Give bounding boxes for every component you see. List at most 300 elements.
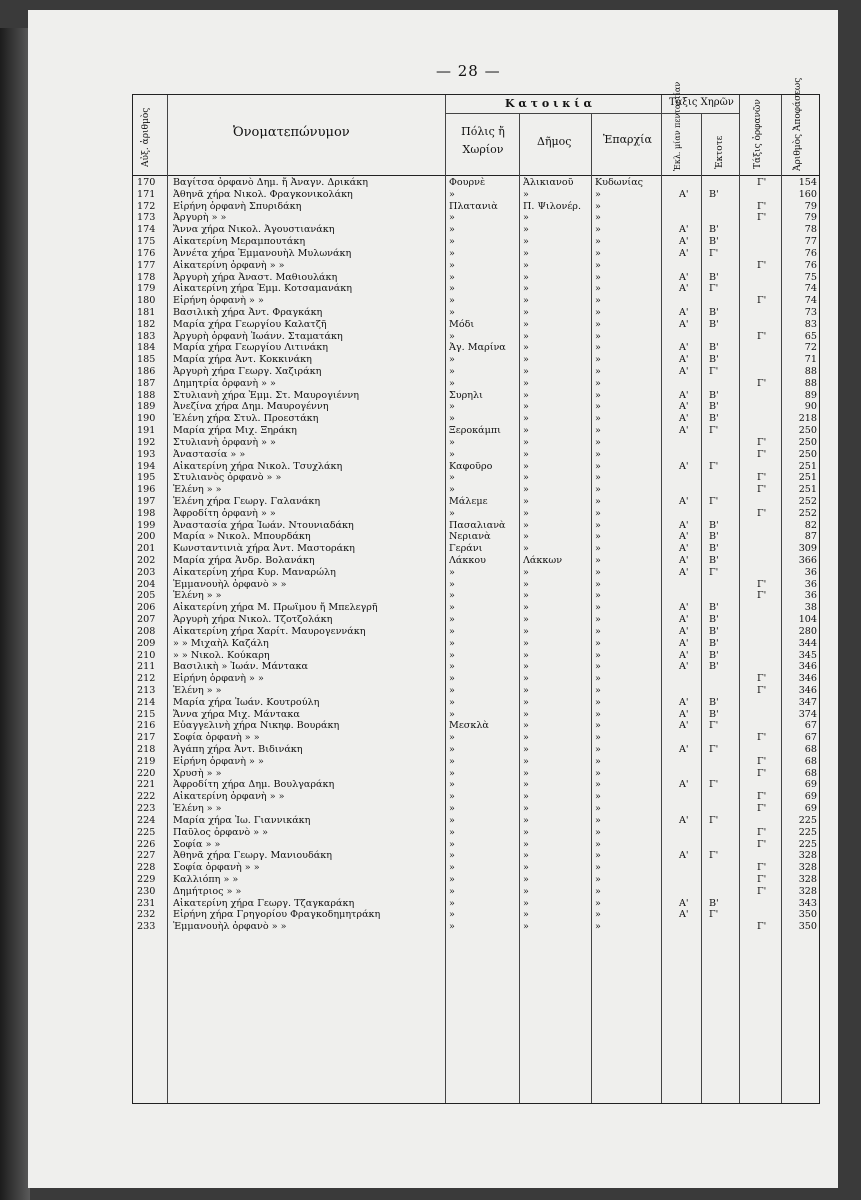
cell-ar: 347 <box>798 696 817 708</box>
cell-city: » <box>449 897 455 909</box>
table-row <box>133 331 819 343</box>
cell-ekt: Γ' <box>709 744 719 755</box>
cell-ep: » <box>595 318 601 330</box>
cell-ar: 251 <box>798 472 817 484</box>
cell-ekt: Γ' <box>709 247 719 259</box>
cell-ar: 77 <box>804 236 817 248</box>
cell-ekl: Α' <box>679 271 689 283</box>
cell-ep: Κυδωνίας <box>595 177 644 188</box>
cell-name: Μαρία » Νικολ. Μπουρδάκη <box>173 531 311 543</box>
cell-ep: » <box>595 507 601 519</box>
cell-city: » <box>449 306 455 318</box>
cell-ekt: Γ' <box>709 495 719 507</box>
header-dimos: Δῆμος <box>537 135 572 148</box>
cell-city: » <box>449 803 455 815</box>
cell-no: 192 <box>137 436 156 448</box>
cell-city: » <box>449 401 455 413</box>
cell-city: » <box>449 909 455 921</box>
cell-ekl: Α' <box>679 318 689 330</box>
table-row <box>133 567 819 579</box>
cell-ar: 250 <box>798 436 817 448</box>
cell-ar: 154 <box>798 177 817 188</box>
cell-city: » <box>449 484 455 496</box>
cell-ep: » <box>595 614 601 626</box>
table-row <box>133 236 819 248</box>
cell-ekl: Α' <box>679 637 689 649</box>
cell-name: Μαρία χήρα Ἰω. Γιαννικάκη <box>173 814 311 826</box>
cell-dimos: » <box>523 838 529 850</box>
cell-name: Ἑλένη » » <box>173 590 222 602</box>
cell-orf: Γ' <box>757 921 767 933</box>
cell-name: Αἰκατερίνη ὀρφανὴ » » <box>173 259 285 271</box>
cell-ar: 252 <box>798 495 817 507</box>
table-row <box>133 413 819 425</box>
cell-ar: 68 <box>804 767 817 779</box>
cell-ar: 87 <box>804 531 817 543</box>
cell-no: 217 <box>137 732 156 744</box>
cell-no: 191 <box>137 425 156 437</box>
cell-no: 201 <box>137 543 156 555</box>
cell-city: Μόδι <box>449 318 475 330</box>
cell-ar: 74 <box>804 283 817 295</box>
cell-ekt: Β' <box>709 413 719 425</box>
cell-dimos: » <box>523 696 529 708</box>
header-aux-arithmos: Αὐξ. ἀριθμὸς <box>141 107 151 167</box>
table-row <box>133 189 819 201</box>
cell-ekl: Α' <box>679 413 689 425</box>
cell-no: 221 <box>137 779 156 791</box>
table-row <box>133 224 819 236</box>
cell-ekl: Α' <box>679 744 689 755</box>
cell-dimos: » <box>523 578 529 590</box>
cell-ekl: Α' <box>679 850 689 862</box>
table-row <box>133 650 819 662</box>
cell-city: » <box>449 566 455 578</box>
cell-ar: 90 <box>804 401 817 413</box>
cell-no: 178 <box>137 271 156 283</box>
cell-dimos: » <box>523 366 529 377</box>
cell-no: 176 <box>137 247 156 259</box>
cell-city: » <box>449 885 455 897</box>
cell-dimos: » <box>523 448 529 460</box>
table-row <box>133 425 819 437</box>
cell-orf: Γ' <box>757 755 767 767</box>
cell-name: Εὐαγγελινὴ χήρα Νικηφ. Βουράκη <box>173 720 340 732</box>
cell-ekt: Β' <box>709 602 719 614</box>
table-row <box>133 472 819 484</box>
cell-ep: » <box>595 625 601 637</box>
cell-city: Συρηλι <box>449 389 483 401</box>
cell-ar: 38 <box>804 602 817 614</box>
cell-ep: » <box>595 696 601 708</box>
cell-no: 207 <box>137 614 156 626</box>
cell-name: Ἀφροδίτη ὀρφανὴ » » <box>173 507 276 519</box>
cell-ekt: Γ' <box>709 909 719 921</box>
table-row <box>133 886 819 898</box>
cell-ep: » <box>595 767 601 779</box>
cell-city: Ἀγ. Μαρίνα <box>449 342 506 354</box>
cell-ar: 69 <box>804 791 817 803</box>
table-row <box>133 803 819 815</box>
cell-dimos: » <box>523 354 529 366</box>
cell-name: Ἑλένη » » <box>173 684 222 696</box>
cell-city: » <box>449 744 455 755</box>
table-row <box>133 874 819 886</box>
cell-no: 200 <box>137 531 156 543</box>
cell-ep: » <box>595 566 601 578</box>
cell-city: Μάλεμε <box>449 495 488 507</box>
cell-dimos: » <box>523 247 529 259</box>
cell-name: Δημήτριος » » <box>173 885 242 897</box>
cell-name: Αἰκατερίνη ὀρφανὴ » » <box>173 791 285 803</box>
cell-city: » <box>449 779 455 791</box>
cell-dimos: » <box>523 212 529 224</box>
cell-ep: » <box>595 791 601 803</box>
cell-dimos: » <box>523 885 529 897</box>
cell-ekl: Α' <box>679 531 689 543</box>
cell-ekl: Α' <box>679 283 689 295</box>
cell-ar: 76 <box>804 247 817 259</box>
table-row <box>133 626 819 638</box>
table-row <box>133 390 819 402</box>
cell-ekt: Β' <box>709 614 719 626</box>
cell-city: » <box>449 696 455 708</box>
cell-ep: » <box>595 425 601 437</box>
cell-orf: Γ' <box>757 684 767 696</box>
cell-name: Μαρία χήρα Γεωργίου Καλατζῆ <box>173 318 327 330</box>
cell-dimos: » <box>523 377 529 389</box>
cell-ar: 250 <box>798 448 817 460</box>
cell-ar: 89 <box>804 389 817 401</box>
header-ekl: Ἐκλ. μίαν πενταετίαν <box>673 81 682 171</box>
table-row <box>133 366 819 378</box>
table-row <box>133 543 819 555</box>
cell-city: Γεράνι <box>449 543 483 555</box>
cell-ep: » <box>595 200 601 212</box>
cell-ar: 160 <box>798 188 817 200</box>
cell-ep: » <box>595 850 601 862</box>
cell-ekt: Β' <box>709 401 719 413</box>
cell-no: 208 <box>137 625 156 637</box>
cell-ar: 250 <box>798 425 817 437</box>
cell-ekt: Β' <box>709 519 719 531</box>
cell-ep: » <box>595 637 601 649</box>
cell-dimos: » <box>523 909 529 921</box>
cell-city: » <box>449 283 455 295</box>
cell-ekl: Α' <box>679 354 689 366</box>
cell-ekt: Β' <box>709 354 719 366</box>
cell-dimos: » <box>523 188 529 200</box>
cell-name: Εἰρήνη ὀρφανὴ » » <box>173 295 264 307</box>
table-row <box>133 295 819 307</box>
cell-city: » <box>449 295 455 307</box>
cell-orf: Γ' <box>757 259 767 271</box>
table-row <box>133 909 819 921</box>
header-eparchia: Ἐπαρχία <box>603 133 652 146</box>
cell-no: 226 <box>137 838 156 850</box>
cell-ep: » <box>595 212 601 224</box>
cell-name: Δημητρία ὀρφανὴ » » <box>173 377 276 389</box>
cell-ekt: Γ' <box>709 850 719 862</box>
table-row <box>133 283 819 295</box>
cell-dimos: » <box>523 283 529 295</box>
cell-ep: » <box>595 543 601 555</box>
cell-ep: » <box>595 484 601 496</box>
cell-dimos: » <box>523 803 529 815</box>
cell-city: » <box>449 767 455 779</box>
cell-no: 182 <box>137 318 156 330</box>
cell-city: » <box>449 684 455 696</box>
cell-dimos: » <box>523 897 529 909</box>
cell-dimos: » <box>523 484 529 496</box>
cell-city: » <box>449 188 455 200</box>
table-row <box>133 260 819 272</box>
cell-ar: 252 <box>798 507 817 519</box>
cell-name: Μαρία χήρα Ἰωάν. Κουτρούλη <box>173 696 320 708</box>
table-row <box>133 354 819 366</box>
cell-dimos: » <box>523 259 529 271</box>
cell-ep: » <box>595 590 601 602</box>
cell-ekt: Γ' <box>709 720 719 732</box>
cell-no: 187 <box>137 377 156 389</box>
cell-ar: 88 <box>804 377 817 389</box>
table-row <box>133 614 819 626</box>
table-row <box>133 921 819 933</box>
cell-ar: 328 <box>798 862 817 874</box>
cell-name: Κωνσταντινιὰ χήρα Ἀντ. Μαστοράκη <box>173 543 355 555</box>
table-row <box>133 709 819 721</box>
cell-ep: » <box>595 708 601 720</box>
cell-no: 193 <box>137 448 156 460</box>
cell-orf: Γ' <box>757 448 767 460</box>
table-row <box>133 461 819 473</box>
cell-city: » <box>449 673 455 685</box>
cell-ar: 374 <box>798 708 817 720</box>
header-ektote: Ἐκτοτε <box>715 135 725 169</box>
cell-dimos: Π. Ψιλονέρ. <box>523 200 581 212</box>
cell-ar: 346 <box>798 673 817 685</box>
cell-ar: 251 <box>798 460 817 472</box>
cell-dimos: » <box>523 673 529 685</box>
cell-ep: » <box>595 873 601 885</box>
cell-dimos: » <box>523 649 529 661</box>
cell-name: Σοφία ὀρφανὴ » » <box>173 732 260 744</box>
cell-no: 173 <box>137 212 156 224</box>
cell-ar: 69 <box>804 779 817 791</box>
cell-ep: » <box>595 803 601 815</box>
cell-no: 175 <box>137 236 156 248</box>
table-row <box>133 768 819 780</box>
cell-ar: 328 <box>798 850 817 862</box>
cell-name: Βασιλικὴ » Ἰωάν. Μάντακα <box>173 661 309 673</box>
table-row <box>133 378 819 390</box>
cell-name: Ἀργυρὴ χήρα Γεωργ. Χαζιράκη <box>173 366 322 377</box>
cell-city: » <box>449 578 455 590</box>
cell-name: Ἑλένη » » <box>173 803 222 815</box>
cell-orf: Γ' <box>757 873 767 885</box>
cell-dimos: » <box>523 684 529 696</box>
cell-no: 195 <box>137 472 156 484</box>
cell-ar: 350 <box>798 921 817 933</box>
cell-orf: Γ' <box>757 472 767 484</box>
cell-ep: » <box>595 283 601 295</box>
cell-ep: » <box>595 519 601 531</box>
cell-dimos: » <box>523 318 529 330</box>
cell-ekt: Β' <box>709 708 719 720</box>
cell-ekt: Β' <box>709 531 719 543</box>
cell-ar: 225 <box>798 838 817 850</box>
cell-ep: » <box>595 306 601 318</box>
cell-ekl: Α' <box>679 366 689 377</box>
cell-no: 220 <box>137 767 156 779</box>
cell-city: Ξεροκάμπι <box>449 425 501 437</box>
header-taxis-orfanon: Τάξις ὀρφανῶν <box>753 99 763 169</box>
cell-no: 198 <box>137 507 156 519</box>
cell-ar: 350 <box>798 909 817 921</box>
cell-name: Ἀγάπη χήρα Ἀντ. Βιδινάκη <box>173 744 303 755</box>
cell-no: 214 <box>137 696 156 708</box>
cell-orf: Γ' <box>757 826 767 838</box>
cell-orf: Γ' <box>757 767 767 779</box>
cell-dimos: » <box>523 850 529 862</box>
cell-name: Καλλιόπη » » <box>173 873 239 885</box>
cell-no: 215 <box>137 708 156 720</box>
cell-ekl: Α' <box>679 555 689 566</box>
page-number: — 28 — <box>436 62 501 80</box>
cell-ep: » <box>595 472 601 484</box>
cell-ekl: Α' <box>679 342 689 354</box>
cell-dimos: » <box>523 306 529 318</box>
cell-ekl: Α' <box>679 696 689 708</box>
cell-orf: Γ' <box>757 377 767 389</box>
table-row <box>133 850 819 862</box>
cell-city: Πασαλιανὰ <box>449 519 506 531</box>
cell-orf: Γ' <box>757 673 767 685</box>
cell-name: » » Νικολ. Κούκαρη <box>173 649 270 661</box>
cell-ep: » <box>595 460 601 472</box>
cell-city: » <box>449 791 455 803</box>
cell-ekl: Α' <box>679 306 689 318</box>
cell-city: » <box>449 602 455 614</box>
cell-dimos: » <box>523 708 529 720</box>
table-row <box>133 319 819 331</box>
cell-ep: » <box>595 401 601 413</box>
cell-ekl: Α' <box>679 814 689 826</box>
cell-city: Καφοῦρο <box>449 460 493 472</box>
cell-ekl: Α' <box>679 401 689 413</box>
cell-city: » <box>449 637 455 649</box>
table-row <box>133 732 819 744</box>
cell-ep: » <box>595 755 601 767</box>
cell-no: 218 <box>137 744 156 755</box>
cell-ekt: Β' <box>709 625 719 637</box>
cell-ar: 225 <box>798 826 817 838</box>
cell-city: » <box>449 212 455 224</box>
pension-table <box>132 77 820 1104</box>
cell-city: » <box>449 814 455 826</box>
cell-ekt: Β' <box>709 555 719 566</box>
table-row <box>133 484 819 496</box>
cell-ekl: Α' <box>679 188 689 200</box>
cell-ep: » <box>595 188 601 200</box>
cell-ar: 88 <box>804 366 817 377</box>
cell-ar: 65 <box>804 330 817 342</box>
cell-dimos: » <box>523 401 529 413</box>
cell-ep: » <box>595 602 601 614</box>
cell-orf: Γ' <box>757 295 767 307</box>
table-row <box>133 590 819 602</box>
cell-city: » <box>449 826 455 838</box>
cell-city: » <box>449 354 455 366</box>
cell-ep: » <box>595 814 601 826</box>
cell-ar: 73 <box>804 306 817 318</box>
table-row <box>133 685 819 697</box>
cell-ep: » <box>595 531 601 543</box>
table-row <box>133 307 819 319</box>
cell-dimos: » <box>523 755 529 767</box>
cell-ekl: Α' <box>679 779 689 791</box>
cell-dimos: » <box>523 236 529 248</box>
cell-ekl: Α' <box>679 425 689 437</box>
cell-ep: » <box>595 389 601 401</box>
cell-no: 233 <box>137 921 156 933</box>
table-body <box>133 177 819 933</box>
cell-name: Εἰρήνη ὀρφανὴ » » <box>173 755 264 767</box>
cell-name: Βαγίτσα ὀρφανὸ Δημ. ἤ Ἀναγν. Δρικάκη <box>173 177 368 188</box>
cell-name: Ἐμμανουὴλ ὀρφανὸ » » <box>173 578 287 590</box>
table-row <box>133 839 819 851</box>
cell-no: 211 <box>137 661 156 673</box>
cell-ep: » <box>595 413 601 425</box>
cell-ekt: Β' <box>709 897 719 909</box>
cell-ep: » <box>595 779 601 791</box>
cell-orf: Γ' <box>757 484 767 496</box>
table-row <box>133 661 819 673</box>
cell-ar: 225 <box>798 814 817 826</box>
cell-ekl: Α' <box>679 236 689 248</box>
table-row <box>133 697 819 709</box>
cell-ep: » <box>595 342 601 354</box>
cell-dimos: » <box>523 224 529 236</box>
cell-ekl: Α' <box>679 224 689 236</box>
cell-ekl: Α' <box>679 247 689 259</box>
cell-dimos: » <box>523 873 529 885</box>
cell-city: » <box>449 732 455 744</box>
cell-name: Ἄννα χήρα Μιχ. Μάντακα <box>173 708 300 720</box>
cell-orf: Γ' <box>757 212 767 224</box>
cell-name: Ἀννέτα χήρα Ἐμμανουὴλ Μυλωνάκη <box>173 247 352 259</box>
table-row <box>133 508 819 520</box>
table-row <box>133 531 819 543</box>
cell-no: 188 <box>137 389 156 401</box>
cell-name: Εἰρήνη ὀρφανὴ Σπυριδάκη <box>173 200 302 212</box>
cell-ekt: Β' <box>709 236 719 248</box>
cell-dimos: » <box>523 602 529 614</box>
cell-no: 171 <box>137 188 156 200</box>
cell-name: Παῦλος ὀρφανὸ » » <box>173 826 269 838</box>
cell-orf: Γ' <box>757 200 767 212</box>
table-row <box>133 177 819 189</box>
cell-dimos: » <box>523 921 529 933</box>
cell-ar: 280 <box>798 625 817 637</box>
cell-ar: 309 <box>798 543 817 555</box>
cell-name: Αἰκατερίνη χήρα Χαρίτ. Μαυρογεννάκη <box>173 625 366 637</box>
cell-ep: » <box>595 247 601 259</box>
cell-ar: 104 <box>798 614 817 626</box>
cell-ekl: Α' <box>679 602 689 614</box>
table-row <box>133 720 819 732</box>
cell-city: » <box>449 625 455 637</box>
